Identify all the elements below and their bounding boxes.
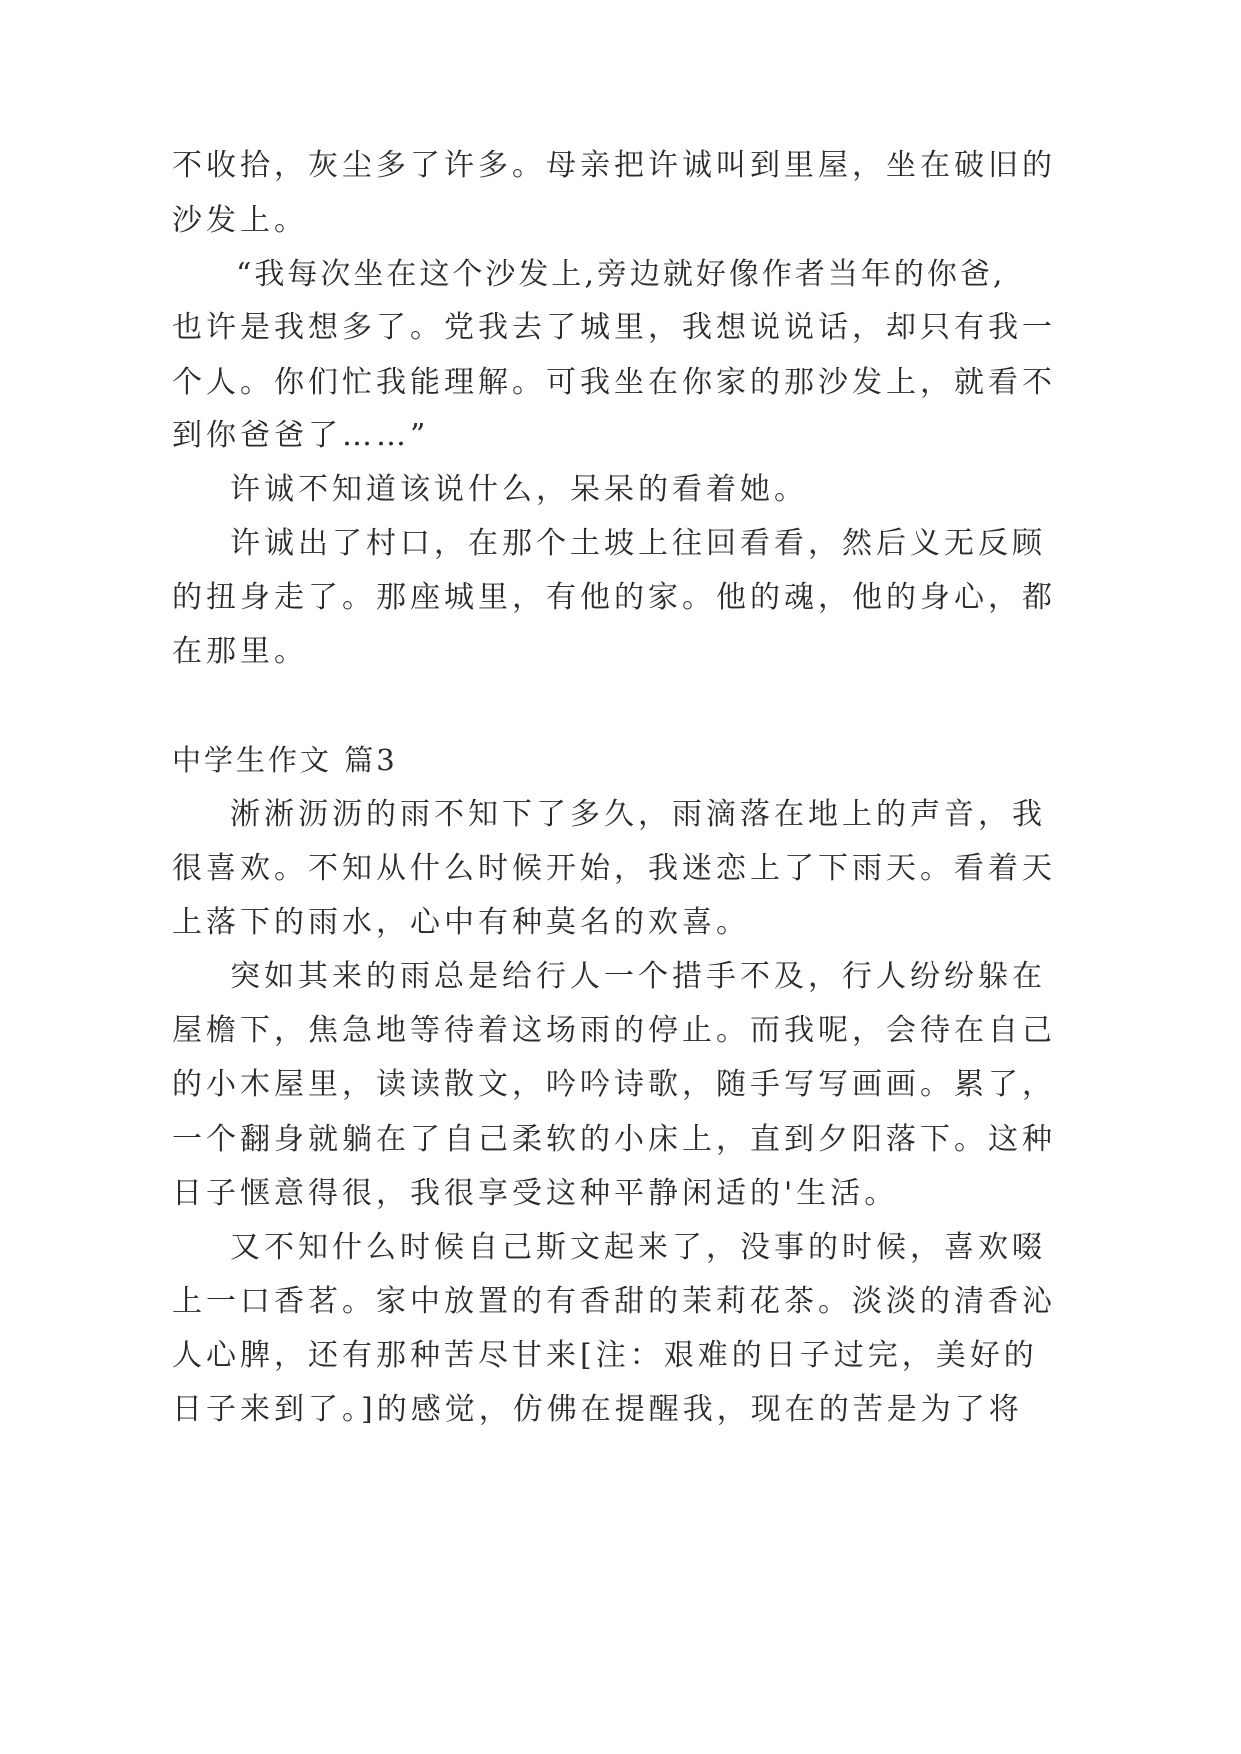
paragraph-line: 在那里。 bbox=[172, 634, 308, 669]
paragraph-line: 到你爸爸了……” bbox=[172, 418, 430, 453]
paragraph-line: 许诚出了村口，在那个土坡上往回看看，然后义无反顾 bbox=[230, 526, 1046, 561]
paragraph-line: 沙发上。 bbox=[172, 203, 308, 238]
paragraph-line: 突如其来的雨总是给行人一个措手不及，行人纷纷躲在 bbox=[230, 959, 1046, 994]
paragraph-line: 上落下的雨水，心中有种莫名的欢喜。 bbox=[172, 905, 750, 940]
paragraph-line: 的小木屋里，读读散文，吟吟诗歌，随手写写画画。累了， bbox=[172, 1067, 1056, 1102]
paragraph-line: 一个翻身就躺在了自己柔软的小床上，直到夕阳落下。这种 bbox=[172, 1122, 1056, 1157]
paragraph-line: 个人。你们忙我能理解。可我坐在你家的那沙发上，就看不 bbox=[172, 365, 1056, 400]
paragraph-line: 又不知什么时候自己斯文起来了，没事的时候，喜欢啜 bbox=[230, 1230, 1046, 1265]
paragraph-line: 上一口香茗。家中放置的有香甜的茉莉花茶。淡淡的清香沁 bbox=[172, 1284, 1056, 1319]
paragraph-line: 许诚不知道该说什么，呆呆的看着她。 bbox=[230, 472, 808, 507]
paragraph-line: 很喜欢。不知从什么时候开始，我迷恋上了下雨天。看着天 bbox=[172, 851, 1056, 886]
paragraph-line: 人心脾，还有那种苦尽甘来[注：艰难的日子过完，美好的 bbox=[172, 1338, 1038, 1373]
paragraph-line: 不收拾，灰尘多了许多。母亲把许诚叫到里屋，坐在破旧的 bbox=[172, 148, 1056, 183]
paragraph-line: 的扭身走了。那座城里，有他的家。他的魂，他的身心，都 bbox=[172, 580, 1056, 615]
paragraph-line: 也许是我想多了。党我去了城里，我想说说话，却只有我一 bbox=[172, 310, 1056, 345]
paragraph-line: 屋檐下，焦急地等待着这场雨的停止。而我呢，会待在自己 bbox=[172, 1013, 1056, 1048]
paragraph-line: 日子来到了。]的感觉，仿佛在提醒我，现在的苦是为了将 bbox=[172, 1392, 1023, 1427]
paragraph-line: “我每次坐在这个沙发上,旁边就好像作者当年的你爸, bbox=[236, 257, 1006, 292]
paragraph-line: 日子惬意得很，我很享受这种平静闲适的'生活。 bbox=[172, 1176, 899, 1211]
section-heading: 中学生作文 篇3 bbox=[172, 743, 398, 777]
paragraph-line: 淅淅沥沥的雨不知下了多久，雨滴落在地上的声音，我 bbox=[230, 797, 1046, 832]
